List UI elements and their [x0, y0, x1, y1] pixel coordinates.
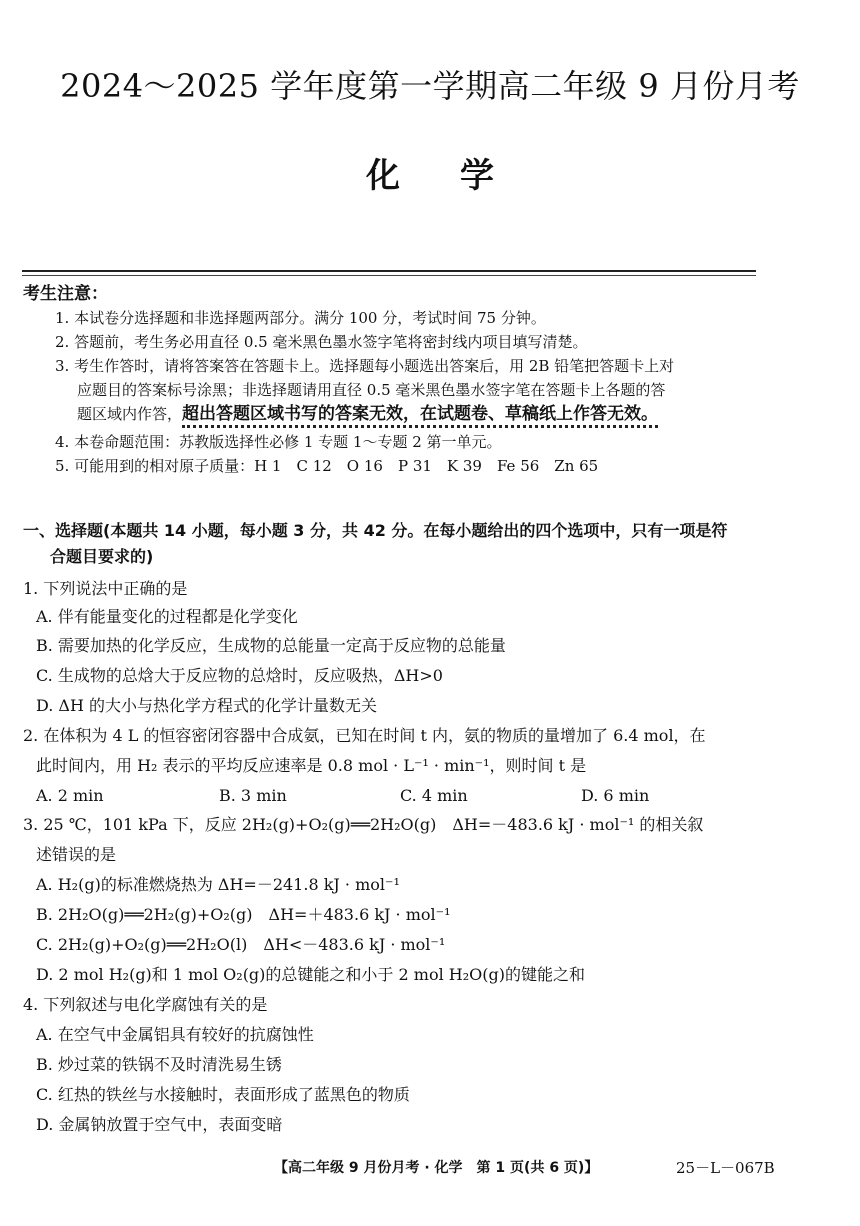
notice-emphasis: 超出答题区域书写的答案无效，在试题卷、草稿纸上作答无效。 [182, 404, 658, 428]
question-3-option-a: A. H₂(g)的标准燃烧热为 ΔH=－241.8 kJ · mol⁻¹ [36, 875, 400, 894]
question-1-option-b: B. 需要加热的化学反应，生成物的总能量一定高于反应物的总能量 [36, 636, 506, 655]
header-divider-thick [22, 270, 756, 272]
question-4-option-a: A. 在空气中金属铝具有较好的抗腐蚀性 [36, 1025, 314, 1044]
footer-exam-code: 25－L－067B [676, 1159, 775, 1177]
header-divider-thin [22, 275, 756, 276]
question-1-option-a: A. 伴有能量变化的过程都是化学变化 [36, 607, 298, 626]
subject-title: 化学 [366, 156, 554, 196]
question-3-option-d: D. 2 mol H₂(g)和 1 mol O₂(g)的总键能之和小于 2 mol H₂O(g)的键能之和 [36, 965, 585, 984]
notice-item: 2. 答题前，考生务必用直径 0.5 毫米黑色墨水签字笔将密封线内项目填写清楚。 [55, 333, 588, 351]
question-3-option-b: B. 2H₂O(g)══2H₂(g)+O₂(g) ΔH=＋483.6 kJ · mol⁻¹ [36, 905, 451, 924]
notice-item [77, 403, 658, 425]
notice-item: 5. 可能用到的相对原子质量：H 1 C 12 O 16 P 31 K 39 Fe 56 Zn 65 [55, 457, 599, 475]
question-2-option-b: B. 3 min [219, 786, 287, 805]
notice-title: 考生注意： [23, 284, 108, 304]
notice-item: 3. 考生作答时，请将答案答在答题卡上。选择题每小题选出答案后，用 2B 铅笔把答题卡上对 [55, 357, 675, 375]
question-4-option-b: B. 炒过菜的铁锅不及时清洗易生锈 [36, 1055, 282, 1074]
question-1-stem: 1. 下列说法中正确的是 [23, 579, 188, 598]
section-heading: 一、选择题(本题共 14 小题，每小题 3 分，共 42 分。在每小题给出的四个选项中，只有一项是符 [23, 521, 728, 540]
section-heading-cont: 合题目要求的) [50, 547, 154, 566]
question-2-option-d: D. 6 min [581, 786, 650, 805]
question-2-option-a: A. 2 min [36, 786, 104, 805]
question-3-stem-cont: 述错误的是 [36, 845, 117, 864]
notice-text: 题区域内作答， [77, 405, 183, 423]
question-4-option-d: D. 金属钠放置于空气中，表面变暗 [36, 1115, 283, 1134]
notice-item: 4. 本卷命题范围：苏教版选择性必修 1 专题 1～专题 2 第一单元。 [55, 433, 502, 451]
notice-item: 应题目的答案标号涂黑；非选择题请用直径 0.5 毫米黑色墨水签字笔在答题卡上各题的答 [77, 381, 666, 399]
question-3-option-c: C. 2H₂(g)+O₂(g)══2H₂O(l) ΔH<－483.6 kJ · mol⁻¹ [36, 935, 446, 954]
footer-page-info: 【高二年级 9 月份月考 · 化学 第 1 页(共 6 页)】 [274, 1160, 599, 1176]
exam-title: 2024～2025 学年度第一学期高二年级 9 月份月考 [60, 67, 800, 105]
question-2-stem-cont: 此时间内，用 H₂ 表示的平均反应速率是 0.8 mol · L⁻¹ · min⁻¹，则时间 t 是 [36, 756, 587, 775]
question-4-stem: 4. 下列叙述与电化学腐蚀有关的是 [23, 995, 268, 1014]
question-2-option-c: C. 4 min [400, 786, 468, 805]
notice-item: 1. 本试卷分选择题和非选择题两部分。满分 100 分，考试时间 75 分钟。 [55, 309, 546, 327]
question-2-stem: 2. 在体积为 4 L 的恒容密闭容器中合成氨，已知在时间 t 内，氨的物质的量增加了 6.4 mol，在 [23, 726, 706, 745]
question-1-option-c: C. 生成物的总焓大于反应物的总焓时，反应吸热，ΔH>0 [36, 666, 443, 685]
question-4-option-c: C. 红热的铁丝与水接触时，表面形成了蓝黑色的物质 [36, 1085, 410, 1104]
question-3-stem: 3. 25 ℃，101 kPa 下，反应 2H₂(g)+O₂(g)══2H₂O(g) ΔH=－483.6 kJ · mol⁻¹ 的相关叙 [23, 815, 704, 834]
question-1-option-d: D. ΔH 的大小与热化学方程式的化学计量数无关 [36, 696, 378, 715]
